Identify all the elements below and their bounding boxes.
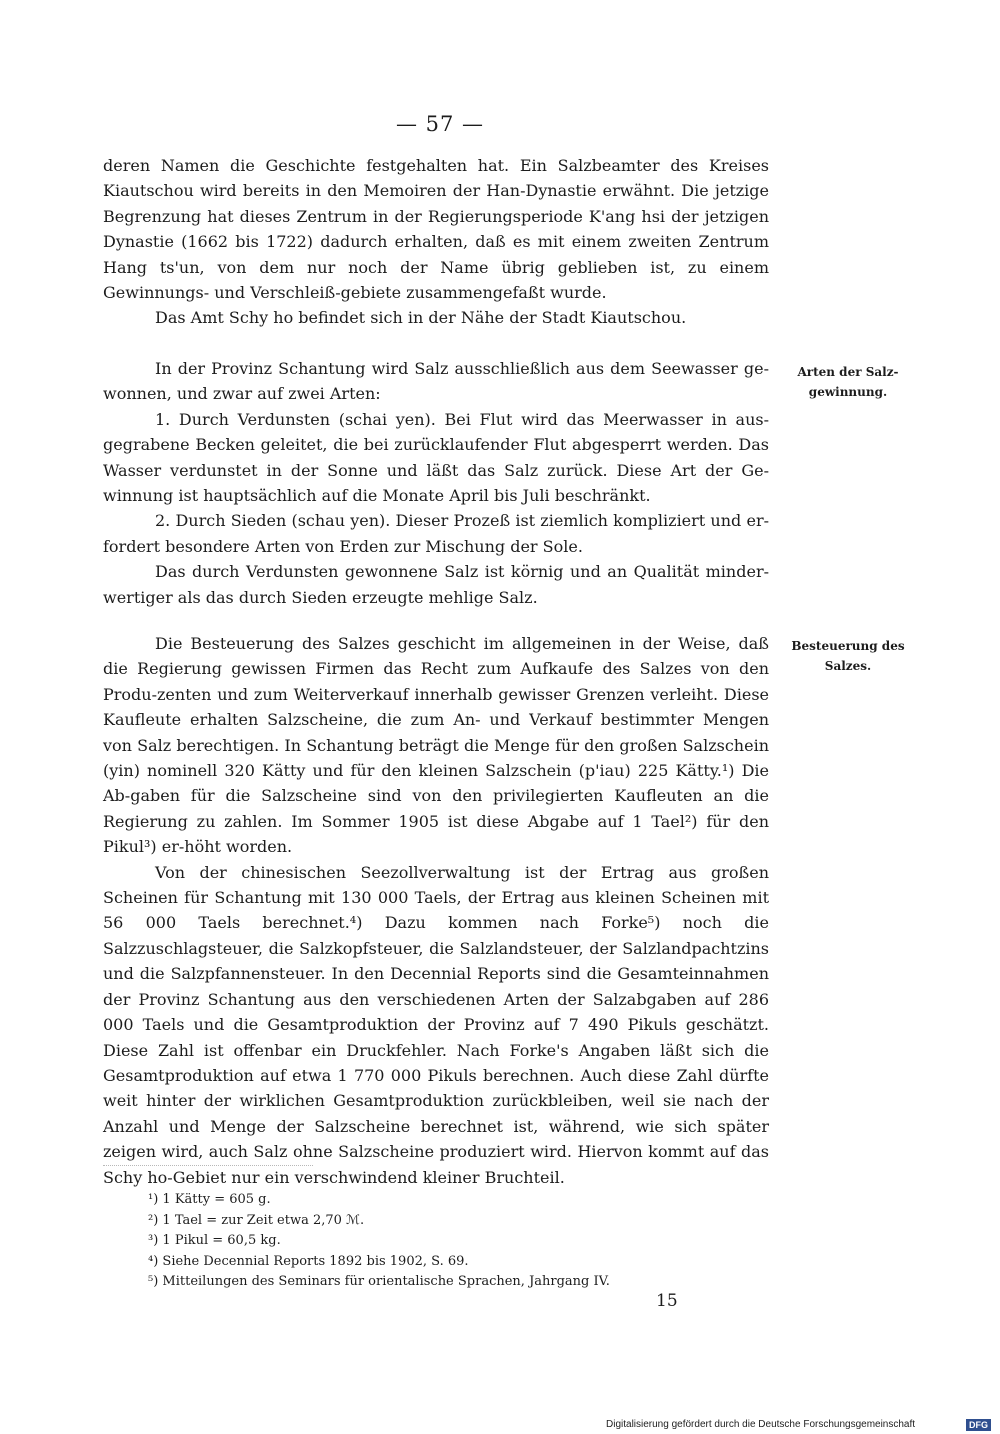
paragraph: deren Namen die Geschichte festgehalten hat. Ein Salzbeamter des Kreises Kiautschou wird bereits in den Memoiren der Han-Dynastie erwähnt. Die jetzige Begrenzung hat dieses Zentrum in der Regierungsperiode K'ang hsi der jetzigen Dynastie (1662 bis 1722) dadurch erhalten, daß es mit einem zweiten Zentrum Hang ts'un, von dem nur noch der Name übrig geblieben ist, zu einem Gewinnungs- und Verschleiß-gebiete zusammengefaßt wurde. <box>103 156 769 303</box>
footnote: ²) 1 Tael = zur Zeit etwa 2,70 ℳ. <box>148 1212 365 1228</box>
footnote: ⁴) Siehe Decennial Reports 1892 bis 1902, S. 69. <box>148 1253 469 1269</box>
paragraph: Das Amt Schy ho befindet sich in der Nähe der Stadt Kiautschou. <box>155 308 687 328</box>
section-salt-taxation <box>103 631 769 1190</box>
footnote-separator <box>103 1165 313 1166</box>
paragraph: Die Besteuerung des Salzes geschicht im allgemeinen in der Weise, daß die Regierung gewissen Firmen das Recht zum Aufkaufe des Salzes von den Produ-zenten und zum Weiterverkauf innerhalb gewisser Grenzen verleiht. Diese Kaufleute erhalten Salzscheine, die zum An- und Verkauf bestimmter Mengen von Salz berechtigen. In Schantung beträgt die Menge für den großen Salzschein (yin) nominell 320 Kätty und für den kleinen Salzschein (p'iau) 225 Kätty.¹) Die Ab-gaben für die Salzscheine sind von den privilegierten Kaufleuten an die Regierung zu zahlen. Im Sommer 1905 ist diese Abgabe auf 1 Tael²) für den Pikul³) er-höht worden. <box>103 634 769 857</box>
paragraph: 2. Durch Sieden (schau yen). Dieser Prozeß ist ziemlich kompliziert und er-fordert besondere Arten von Erden zur Mischung der Sole. <box>103 511 769 556</box>
footnote: ³) 1 Pikul = 60,5 kg. <box>148 1233 281 1248</box>
paragraph: Das durch Verdunsten gewonnene Salz ist körnig und an Qualität minder-wertiger als das durch Sieden erzeugte mehlige Salz. <box>103 562 769 607</box>
section-salt-production <box>103 356 769 610</box>
margin-note-salt-taxation: Besteuerung des Salzes. <box>791 639 905 673</box>
paragraph: Von der chinesischen Seezollverwaltung ist der Ertrag aus großen Scheinen für Schantung mit 130 000 Taels, der Ertrag aus kleinen Scheinen mit 56 000 Taels berechnet.⁴) Dazu kommen nach Forke⁵) noch die Salzzuschlagsteuer, die Salzkopfsteuer, die Salzlandsteuer, der Salzlandpachtzins und die Salzpfannensteuer. In den Decennial Reports sind die Gesamteinnahmen der Provinz Schantung aus den verschiedenen Arten der Salzabgaben auf 286 000 Taels und die Gesamtproduktion der Provinz auf 7 490 Pikuls geschätzt. Diese Zahl ist offenbar ein Druckfehler. Nach Forke's Angaben läßt sich die Gesamtproduktion auf etwa 1 770 000 Pikuls berechnen. Auch diese Zahl dürfte weit hinter der wirklichen Gesamtproduktion zurückbleiben, weil sie nach der Anzahl und Menge der Salzscheine berechnet ist, während, wie sich später zeigen wird, auch Salz ohne Salzscheine produziert wird. Hiervon kommt auf das Schy ho-Gebiet nur ein verschwindend kleiner Bruchteil. <box>103 862 769 1187</box>
digitization-credit: Digitalisierung gefördert durch die Deutsche Forschungsgemeinschaft <box>606 1419 916 1430</box>
footnote: ⁵) Mitteilungen des Seminars für orientalische Sprachen, Jahrgang IV. <box>148 1274 610 1289</box>
dfg-logo: DFG <box>966 1419 991 1431</box>
paragraph: 1. Durch Verdunsten (schai yen). Bei Flut wird das Meerwasser in aus-gegrabene Becken geleitet, die bei zurücklaufender Flut abgesperrt werden. Das Wasser verdunstet in der Sonne und läßt das Salz zurück. Diese Art der Ge-winnung ist hauptsächlich auf die Monate April bis Juli beschränkt. <box>103 409 769 506</box>
footnotes <box>148 1190 748 1293</box>
paragraph: In der Provinz Schantung wird Salz ausschließlich aus dem Seewasser ge-wonnen, und zwar auf zwei Arten: <box>103 359 769 404</box>
footnote: ¹) 1 Kätty = 605 g. <box>148 1192 271 1207</box>
sheet-signature-number: 15 <box>656 1291 678 1311</box>
margin-note-salt-production: Arten der Salz-gewinnung. <box>797 365 899 399</box>
page-number-header: — 57 — <box>395 112 485 136</box>
section-salt-office <box>103 153 769 331</box>
